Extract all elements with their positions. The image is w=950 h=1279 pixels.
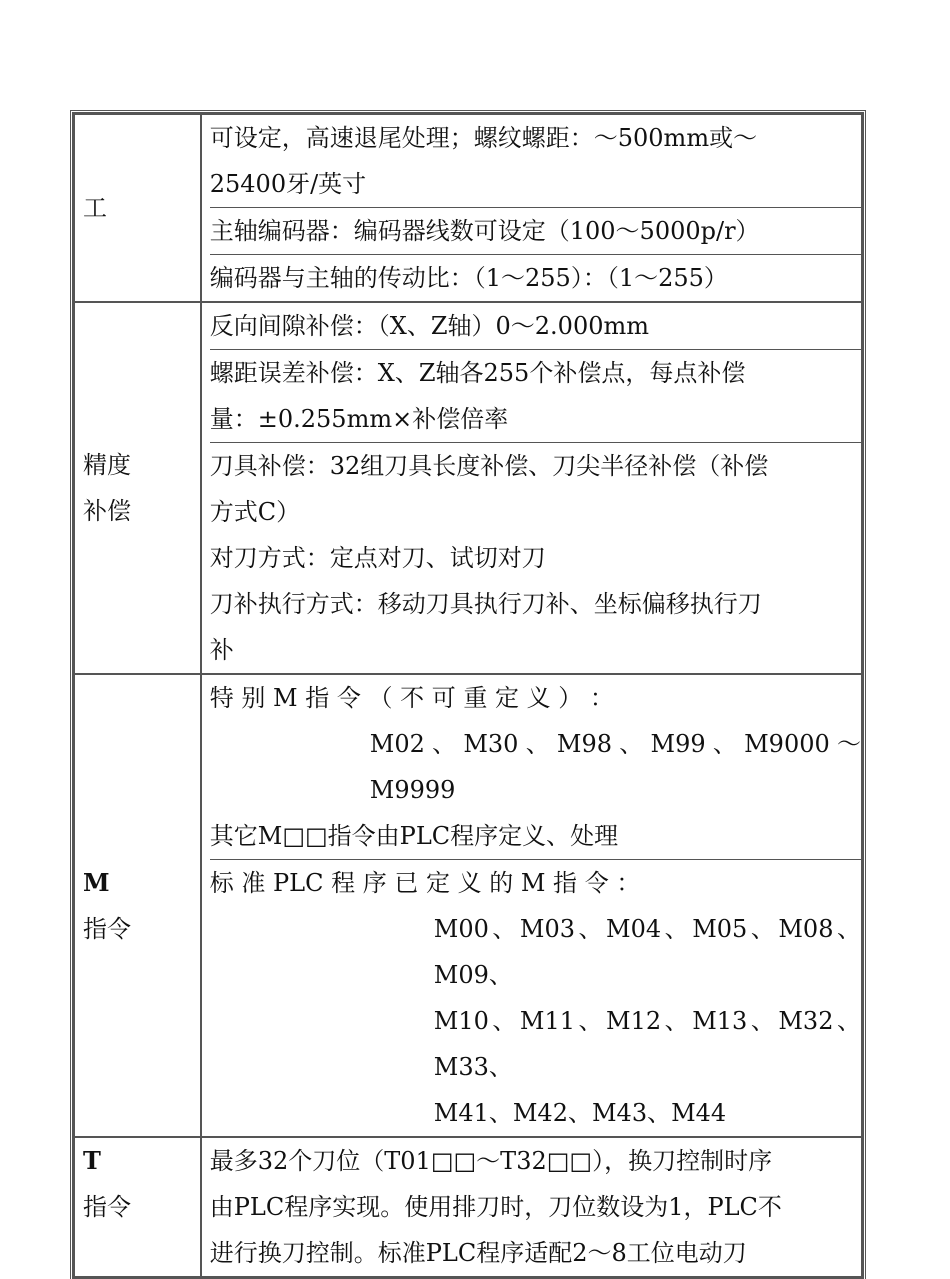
content-line: 方式C） xyxy=(209,498,301,526)
content-row xyxy=(210,254,861,301)
section-content xyxy=(201,114,862,302)
section-label xyxy=(74,1137,201,1277)
content-line: 对刀方式：定点对刀、试切对刀 xyxy=(209,544,546,572)
section-label-line: 精度 xyxy=(83,451,131,479)
spec-row-thread xyxy=(74,114,862,302)
content-row xyxy=(210,303,861,349)
content-row xyxy=(210,207,861,254)
content-row xyxy=(210,349,861,442)
content-line: M02、M30、M98、M99、M9000～M9999 xyxy=(369,730,861,804)
content-line: 刀补执行方式：移动刀具执行刀补、坐标偏移执行刀 xyxy=(209,590,762,618)
content-row xyxy=(210,1138,861,1276)
section-content xyxy=(201,302,862,674)
content-line: 标 准 PLC 程 序 已 定 义 的 M 指 令 ： xyxy=(209,869,641,897)
content-line: 刀具补偿：32组刀具长度补偿、刀尖半径补偿（补偿 xyxy=(209,452,769,480)
content-row xyxy=(210,115,861,207)
section-label xyxy=(74,114,201,302)
content-line: 主轴编码器：编码器线数可设定（100～5000p/r） xyxy=(209,217,760,245)
content-line: 其它M□□指令由PLC程序定义、处理 xyxy=(209,822,619,850)
spec-table xyxy=(72,112,864,1279)
content-line: 特 别 M 指 令 （ 不 可 重 定 义 ） ： xyxy=(209,684,614,712)
content-line: M41、M42、M43、M44 xyxy=(433,1099,727,1127)
spec-row-compensation xyxy=(74,302,862,674)
content-line: 编码器与主轴的传动比：（1～255）：（1～255） xyxy=(209,264,728,292)
content-line: M00、M03、M04、M05、M08、M09、 xyxy=(433,915,861,989)
section-label xyxy=(74,674,201,1137)
content-line: 量：±0.255mm×补偿倍率 xyxy=(209,405,509,433)
content-line: 由PLC程序实现。使用排刀时，刀位数设为1，PLC不 xyxy=(209,1193,782,1221)
section-content xyxy=(201,1137,862,1277)
section-label-line: T xyxy=(83,1146,101,1175)
section-label-line: 指令 xyxy=(83,914,131,943)
content-line: 进行换刀控制。标准PLC程序适配2～8工位电动刀 xyxy=(209,1239,747,1267)
content-row xyxy=(210,442,861,673)
section-label-line: 指令 xyxy=(83,1193,131,1221)
section-label-line: M xyxy=(83,867,110,897)
section-label-line: 补偿 xyxy=(83,497,131,525)
section-content xyxy=(201,674,862,1137)
spec-row-t-codes xyxy=(74,1137,862,1277)
content-line: 25400牙/英寸 xyxy=(209,170,367,198)
section-label xyxy=(74,302,201,674)
content-line: 螺距误差补偿：X、Z轴各255个补偿点，每点补偿 xyxy=(209,359,746,387)
content-line: 最多32个刀位（T01□□～T32□□），换刀控制时序 xyxy=(209,1147,773,1175)
content-line: 补 xyxy=(209,636,234,664)
content-row xyxy=(210,675,861,859)
section-label-line: 工 xyxy=(83,194,107,222)
content-row xyxy=(210,859,861,1136)
content-line: 可设定，高速退尾处理；螺纹螺距：～500mm或～ xyxy=(209,124,758,152)
content-line: 反向间隙补偿：（X、Z轴）0～2.000mm xyxy=(209,312,650,340)
spec-row-m-codes xyxy=(74,674,862,1137)
content-line: M10、M11、M12、M13、M32、M33、 xyxy=(433,1007,861,1081)
